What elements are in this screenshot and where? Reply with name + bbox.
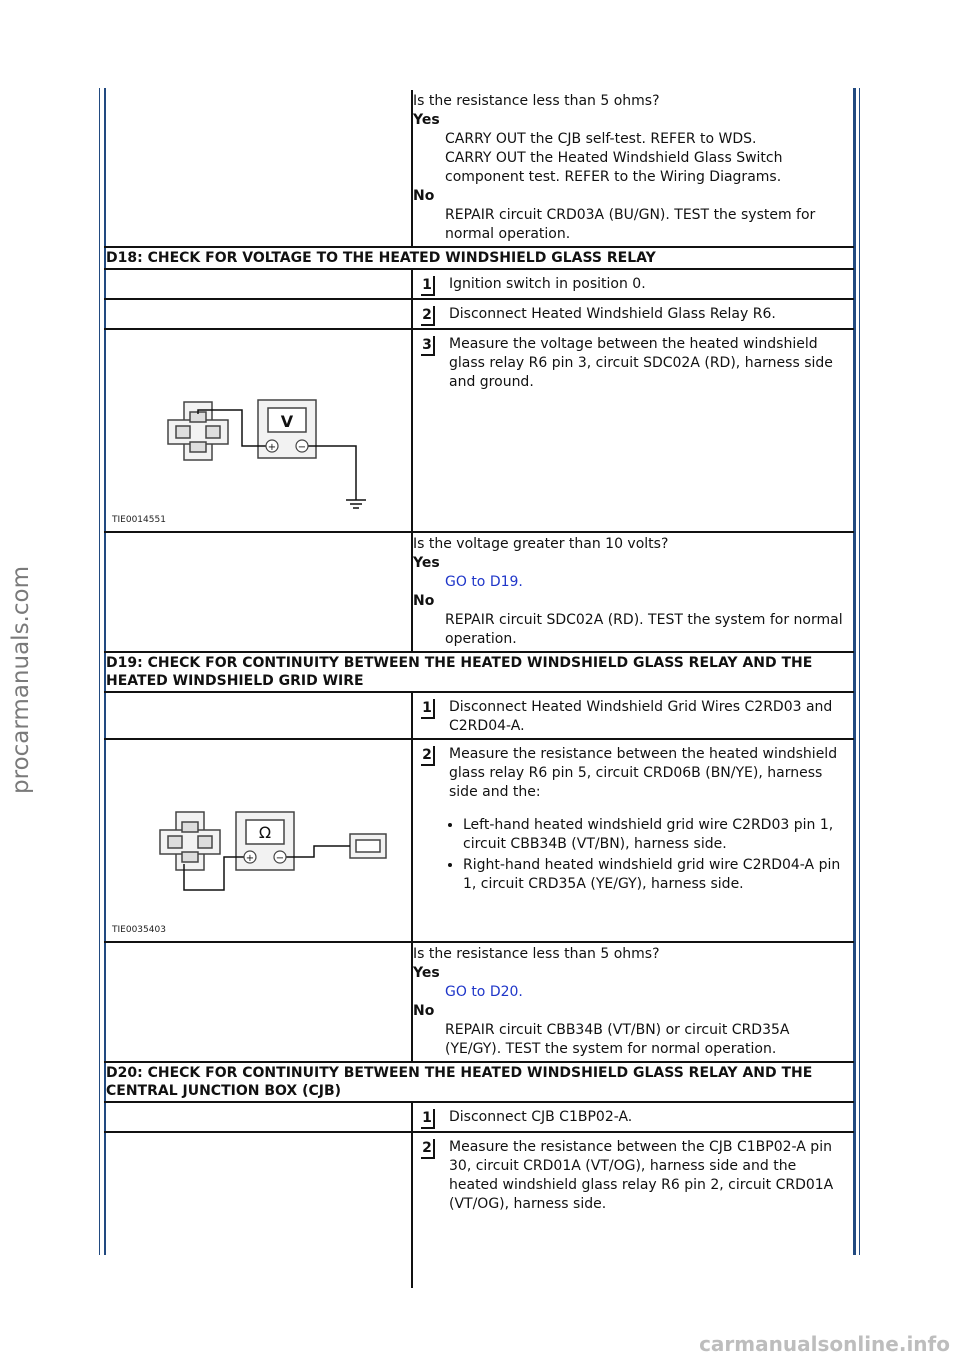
- side-watermark: procarmanuals.com: [8, 566, 34, 794]
- d19-figure-cell: [104, 740, 413, 941]
- d20-title: D20: CHECK FOR CONTINUITY BETWEEN THE HEATED WINDSHIELD GLASS RELAY AND THE CENTRAL JUNCTION BOX (CJB): [104, 1061, 854, 1103]
- d18-step-row-2: [104, 300, 854, 330]
- d19-result-row: [104, 943, 854, 1063]
- right-margin-rule-outer: [859, 88, 860, 1255]
- d19-yes-label: Yes: [413, 965, 440, 981]
- d19-bullet-1: • Left-hand heated windshield grid wire C2RD03 pin 1, circuit CBB34B (VT/BN), harness side.: [463, 816, 848, 854]
- d20-step-2-text: Measure the resistance between the CJB C1BP02-A pin 30, circuit CRD01A (VT/OG), harness side and the heated windshield glass relay R6 pin 2, circuit CRD01A (VT/OG), harness side.: [449, 1139, 834, 1212]
- d19-bullet-list: [413, 816, 848, 894]
- d19-step-2-number: 2: [421, 746, 435, 766]
- d18-step-row-1: [104, 270, 854, 300]
- resistance-measurement-diagram: [106, 742, 406, 937]
- d18-yes-link[interactable]: GO to D19.: [445, 574, 523, 590]
- voltmeter-symbol: V: [280, 412, 294, 431]
- d20-step-row-2: [104, 1133, 854, 1288]
- footer-watermark: carmanualsonline.info: [699, 1332, 950, 1356]
- d19-step-2-text: Measure the resistance between the heated windshield glass relay R6 pin 5, circuit CRD06B (BN/YE), harness side and the:: [449, 746, 838, 800]
- d19-figure-caption: TIE0035403: [112, 925, 166, 935]
- d18-step-1-text: Ignition switch in position 0.: [449, 276, 646, 292]
- d19-step-1-text: Disconnect Heated Windshield Grid Wires C2RD03 and C2RD04-A.: [449, 699, 833, 734]
- ohmmeter-plus-terminal: +: [245, 853, 255, 864]
- d19-step-row-1: [104, 693, 854, 740]
- d18-title: D18: CHECK FOR VOLTAGE TO THE HEATED WINDSHIELD GLASS RELAY: [104, 246, 854, 270]
- d19-bullet-2: • Right-hand heated windshield grid wire C2RD04-A pin 1, circuit CRD35A (YE/GY), harness side.: [463, 856, 848, 894]
- d19-yes-link[interactable]: GO to D20.: [445, 984, 523, 1000]
- d17-yes-line-1: CARRY OUT the CJB self-test. REFER to WDS.: [445, 131, 757, 147]
- d18-step-2-number: 2: [421, 306, 435, 326]
- d17-no-text: REPAIR circuit CRD03A (BU/GN). TEST the system for normal operation.: [445, 207, 816, 242]
- d18-result-row: [104, 533, 854, 653]
- d20-step-row-1: [104, 1103, 854, 1133]
- d19-step-row-2: [104, 740, 854, 943]
- d18-step-2-text: Disconnect Heated Windshield Glass Relay R6.: [449, 306, 776, 322]
- d18-yes-label: Yes: [413, 555, 440, 571]
- d18-step-row-3: [104, 330, 854, 533]
- d17-no-label: No: [413, 188, 435, 204]
- voltmeter-plus-terminal: +: [267, 442, 277, 453]
- d20-step-1-text: Disconnect CJB C1BP02-A.: [449, 1109, 633, 1125]
- d18-step-1-number: 1: [421, 276, 435, 296]
- voltage-measurement-diagram: [106, 332, 406, 527]
- d17-yes-line-2: CARRY OUT the Heated Windshield Glass Switch component test. REFER to the Wiring Diagrams.: [445, 150, 783, 185]
- d19-no-label: No: [413, 1003, 435, 1019]
- diagnostic-table: [104, 90, 854, 1288]
- d20-step-1-number: 1: [421, 1109, 435, 1129]
- d17-question: Is the resistance less than 5 ohms?: [413, 93, 660, 109]
- d18-question: Is the voltage greater than 10 volts?: [413, 536, 669, 552]
- ohmmeter-minus-terminal: −: [275, 853, 285, 864]
- ohmmeter-symbol: Ω: [258, 823, 272, 842]
- d18-no-text: REPAIR circuit SDC02A (RD). TEST the system for normal operation.: [445, 612, 843, 647]
- d18-step-3-number: 3: [421, 336, 435, 356]
- d17-yes-label: Yes: [413, 112, 440, 128]
- d20-step-2-number: 2: [421, 1139, 435, 1159]
- d17-result-row: [104, 90, 854, 248]
- d18-figure-caption: TIE0014551: [112, 515, 166, 525]
- d19-step-1-number: 1: [421, 699, 435, 719]
- left-margin-rule-outer: [99, 88, 100, 1255]
- d19-question: Is the resistance less than 5 ohms?: [413, 946, 660, 962]
- d17-result-cell: [413, 90, 854, 246]
- voltmeter-minus-terminal: −: [297, 442, 307, 453]
- d18-step-3-text: Measure the voltage between the heated windshield glass relay R6 pin 3, circuit SDC02A (RD), harness side and ground.: [449, 336, 833, 390]
- d18-figure-cell: [104, 330, 413, 531]
- d19-title: D19: CHECK FOR CONTINUITY BETWEEN THE HEATED WINDSHIELD GLASS RELAY AND THE HEATED WINDSHIELD GRID WIRE: [104, 651, 854, 693]
- d19-no-text: REPAIR circuit CBB34B (VT/BN) or circuit CRD35A (YE/GY). TEST the system for normal operation.: [445, 1022, 790, 1057]
- d18-no-label: No: [413, 593, 435, 609]
